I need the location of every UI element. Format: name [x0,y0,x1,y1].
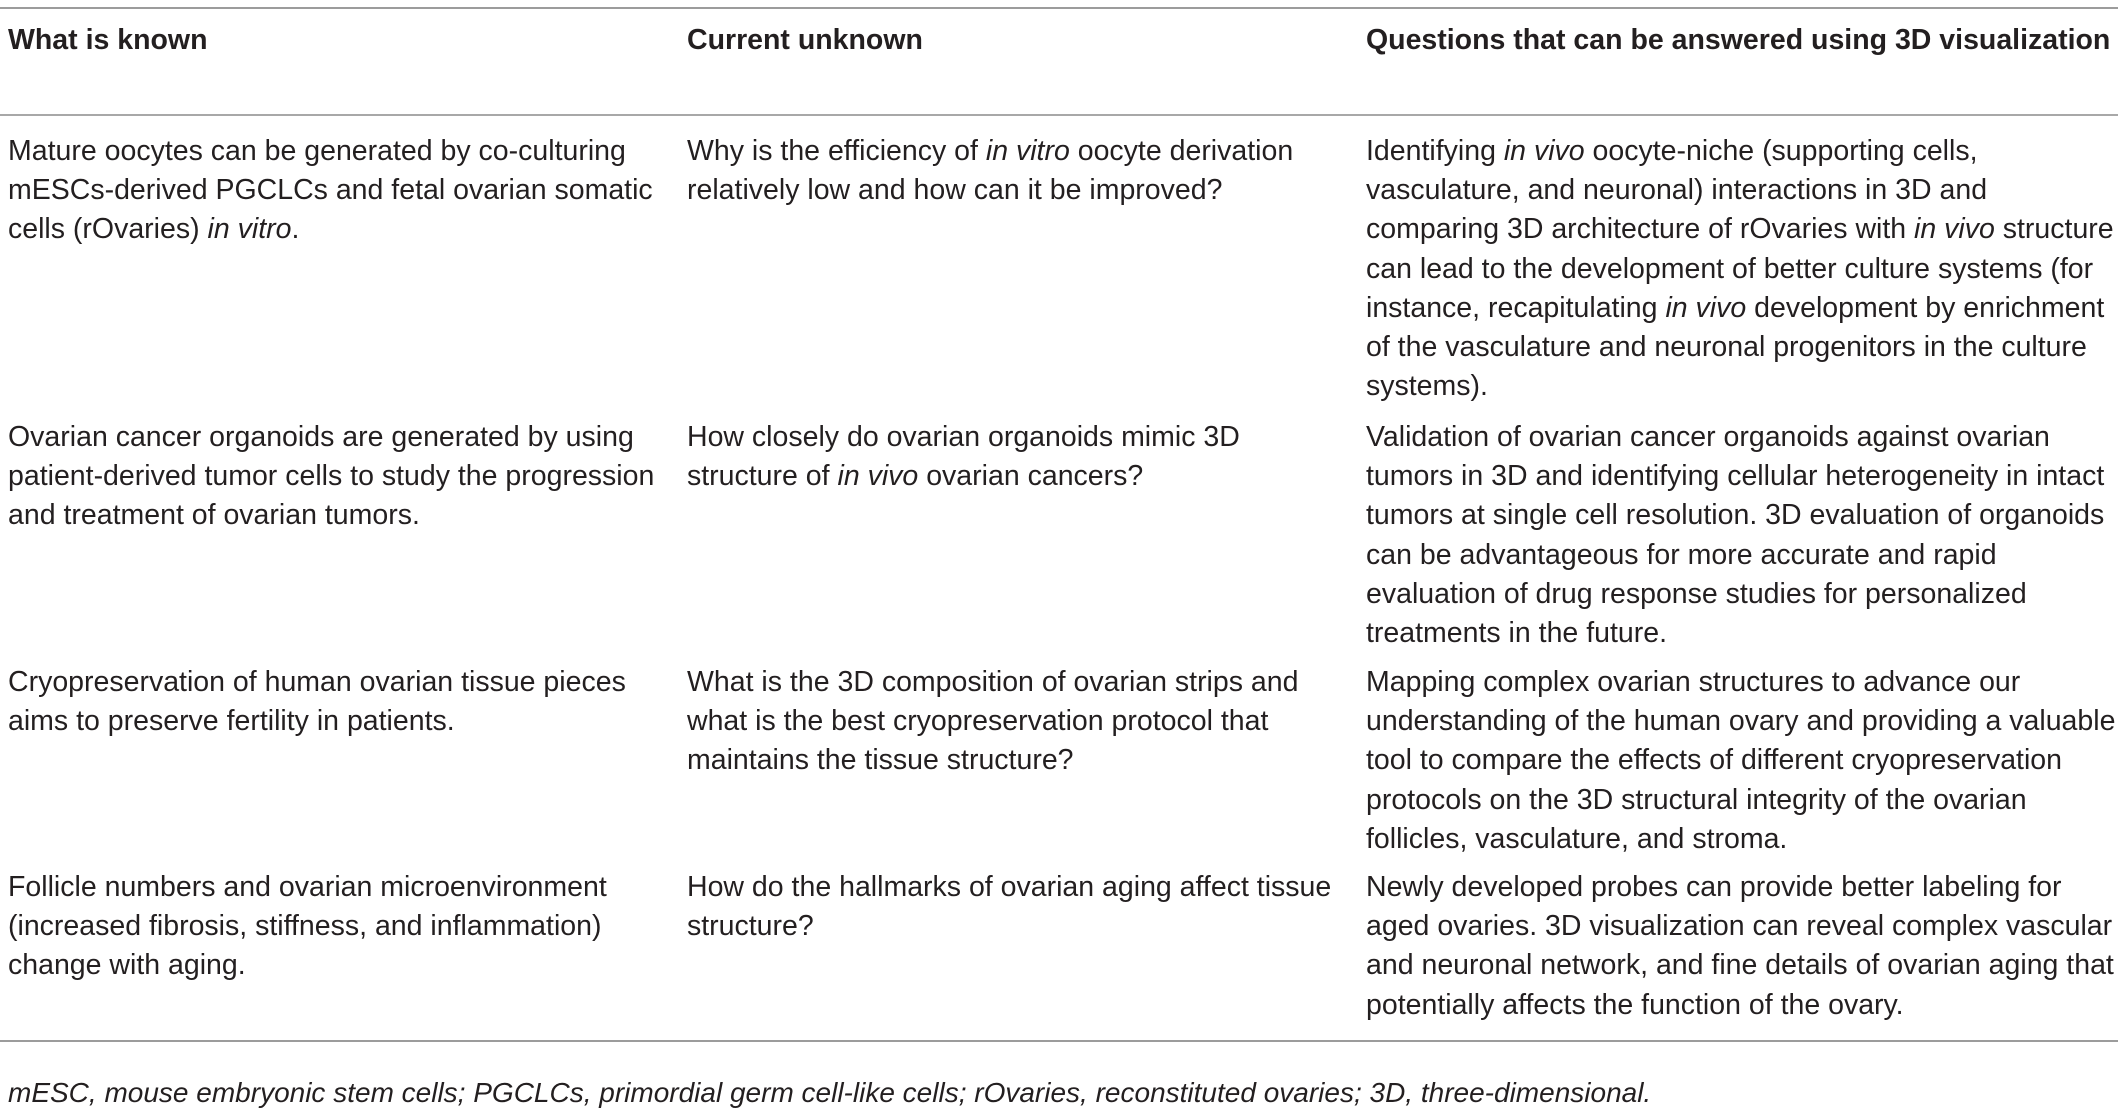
row1-known: Mature oocytes can be generated by co-culturing mESCs-derived PGCLCs and fetal ovarian somatic cells (rOvaries) in vitro. [8,135,653,246]
row4-questions: Newly developed probes can provide better labeling for aged ovaries. 3D visualization can reveal complex vascular and neuronal network, and fine details of ovarian aging that potentially affects the function of the ovary. [1366,871,2114,1021]
header-what-is-known: What is known [8,24,208,56]
row4-known: Follicle numbers and ovarian microenvironment (increased fibrosis, stiffness, and inflammation) change with aging. [8,871,607,982]
row1-unknown: Why is the efficiency of in vitro oocyte derivation relatively low and how can it be improved? [687,135,1294,207]
table-top-rule [0,7,2118,9]
row2-known: Ovarian cancer organoids are generated by using patient-derived tumor cells to study the progression and treatment of ovarian tumors. [8,421,655,532]
table-footnote: mESC, mouse embryonic stem cells; PGCLCs, primordial germ cell-like cells; rOvaries, reconstituted ovaries; 3D, three-dimensional. [8,1077,1652,1108]
row1-questions: Identifying in vivo oocyte-niche (supporting cells, vasculature, and neuronal) interactions in 3D and comparing 3D architecture of rOvaries with in vivo structure can lead to the development of better culture systems (for instance, recapitulating in vivo development by enrichment of the vasculature and neuronal progenitors in the culture systems). [1366,135,2114,403]
table-bottom-rule [0,1040,2118,1042]
row2-questions: Validation of ovarian cancer organoids against ovarian tumors in 3D and identifying cellular heterogeneity in intact tumors at single cell resolution. 3D evaluation of organoids can be advantageous for more accurate and rapid evaluation of drug response studies for personalized treatments in the future. [1366,421,2105,650]
row3-questions: Mapping complex ovarian structures to advance our understanding of the human ovary and providing a valuable tool to compare the effects of different cryopreservation protocols on the 3D structural integrity of the ovarian follicles, vasculature, and stroma. [1366,666,2116,855]
row4-unknown: How do the hallmarks of ovarian aging affect tissue structure? [687,871,1332,943]
header-rule [0,114,2118,116]
row2-unknown: How closely do ovarian organoids mimic 3D structure of in vivo ovarian cancers? [687,421,1240,493]
header-questions-3d: Questions that can be answered using 3D visualization [1366,24,2111,56]
header-current-unknown: Current unknown [687,24,923,56]
row3-unknown: What is the 3D composition of ovarian strips and what is the best cryopreservation protocol that maintains the tissue structure? [687,666,1299,777]
row3-known: Cryopreservation of human ovarian tissue pieces aims to preserve fertility in patients. [8,666,626,738]
